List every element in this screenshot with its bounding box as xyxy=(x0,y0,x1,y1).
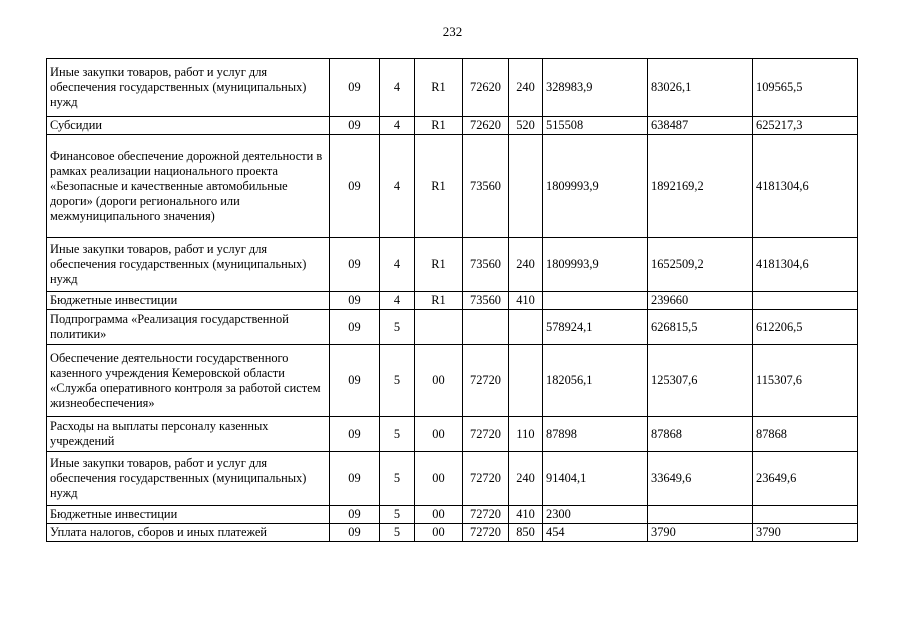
item-code-cell: 72620 xyxy=(463,59,509,117)
amount-year3-cell: 23649,6 xyxy=(753,452,858,506)
item-code-cell xyxy=(463,310,509,345)
item-code-cell: 72720 xyxy=(463,524,509,542)
amount-year1-cell: 1809993,9 xyxy=(543,238,648,292)
amount-year1-cell: 182056,1 xyxy=(543,345,648,417)
amount-year3-cell xyxy=(753,506,858,524)
program-code-cell: 5 xyxy=(380,345,415,417)
program-code-cell: 5 xyxy=(380,524,415,542)
amount-year2-cell: 87868 xyxy=(648,417,753,452)
direction-code-cell: 00 xyxy=(415,345,463,417)
row-name-cell: Обеспечение деятельности государственного казенного учреждения Кемеровской области «Служба оперативного контроля за работой систем жизнеобеспечения» xyxy=(47,345,330,417)
row-name-cell: Уплата налогов, сборов и иных платежей xyxy=(47,524,330,542)
item-code-cell: 73560 xyxy=(463,238,509,292)
amount-year1-cell: 1809993,9 xyxy=(543,135,648,238)
expense-type-cell: 240 xyxy=(509,452,543,506)
amount-year3-cell: 87868 xyxy=(753,417,858,452)
item-code-cell: 72720 xyxy=(463,452,509,506)
program-code-cell: 4 xyxy=(380,135,415,238)
table-row xyxy=(47,452,858,506)
section-code-cell: 09 xyxy=(330,59,380,117)
amount-year1-cell: 578924,1 xyxy=(543,310,648,345)
expense-type-cell: 240 xyxy=(509,59,543,117)
item-code-cell: 72720 xyxy=(463,345,509,417)
program-code-cell: 4 xyxy=(380,238,415,292)
direction-code-cell: R1 xyxy=(415,117,463,135)
amount-year2-cell: 638487 xyxy=(648,117,753,135)
amount-year1-cell xyxy=(543,292,648,310)
table-row xyxy=(47,117,858,135)
row-name-cell: Бюджетные инвестиции xyxy=(47,506,330,524)
amount-year2-cell: 1892169,2 xyxy=(648,135,753,238)
amount-year3-cell: 109565,5 xyxy=(753,59,858,117)
expense-type-cell xyxy=(509,135,543,238)
program-code-cell: 5 xyxy=(380,417,415,452)
row-name-cell: Расходы на выплаты персоналу казенных учреждений xyxy=(47,417,330,452)
table-row xyxy=(47,59,858,117)
expense-type-cell xyxy=(509,310,543,345)
section-code-cell: 09 xyxy=(330,524,380,542)
table-row xyxy=(47,238,858,292)
amount-year2-cell: 33649,6 xyxy=(648,452,753,506)
amount-year2-cell: 125307,6 xyxy=(648,345,753,417)
budget-table xyxy=(46,58,858,542)
item-code-cell: 73560 xyxy=(463,292,509,310)
expense-type-cell: 110 xyxy=(509,417,543,452)
direction-code-cell: 00 xyxy=(415,506,463,524)
table-row xyxy=(47,135,858,238)
amount-year1-cell: 515508 xyxy=(543,117,648,135)
row-name-cell: Иные закупки товаров, работ и услуг для обеспечения государственных (муниципальных) нужд xyxy=(47,238,330,292)
item-code-cell: 72620 xyxy=(463,117,509,135)
amount-year1-cell: 2300 xyxy=(543,506,648,524)
row-name-cell: Бюджетные инвестиции xyxy=(47,292,330,310)
table-row xyxy=(47,524,858,542)
expense-type-cell: 850 xyxy=(509,524,543,542)
item-code-cell: 72720 xyxy=(463,417,509,452)
row-name-cell: Финансовое обеспечение дорожной деятельности в рамках реализации национального проекта «Безопасные и качественные автомобильные дороги» (дороги регионального или межмуниципального значения) xyxy=(47,135,330,238)
amount-year3-cell: 115307,6 xyxy=(753,345,858,417)
amount-year1-cell: 91404,1 xyxy=(543,452,648,506)
direction-code-cell: 00 xyxy=(415,452,463,506)
direction-code-cell: R1 xyxy=(415,238,463,292)
amount-year2-cell: 1652509,2 xyxy=(648,238,753,292)
section-code-cell: 09 xyxy=(330,135,380,238)
row-name-cell: Иные закупки товаров, работ и услуг для обеспечения государственных (муниципальных) нужд xyxy=(47,452,330,506)
direction-code-cell xyxy=(415,310,463,345)
amount-year2-cell xyxy=(648,506,753,524)
amount-year3-cell: 625217,3 xyxy=(753,117,858,135)
amount-year3-cell: 4181304,6 xyxy=(753,135,858,238)
amount-year2-cell: 83026,1 xyxy=(648,59,753,117)
amount-year3-cell: 3790 xyxy=(753,524,858,542)
section-code-cell: 09 xyxy=(330,238,380,292)
amount-year3-cell xyxy=(753,292,858,310)
section-code-cell: 09 xyxy=(330,417,380,452)
amount-year3-cell: 612206,5 xyxy=(753,310,858,345)
table-row xyxy=(47,292,858,310)
section-code-cell: 09 xyxy=(330,345,380,417)
expense-type-cell xyxy=(509,345,543,417)
direction-code-cell: R1 xyxy=(415,135,463,238)
expense-type-cell: 410 xyxy=(509,292,543,310)
table-row xyxy=(47,310,858,345)
expense-type-cell: 410 xyxy=(509,506,543,524)
expense-type-cell: 240 xyxy=(509,238,543,292)
program-code-cell: 5 xyxy=(380,452,415,506)
program-code-cell: 4 xyxy=(380,59,415,117)
row-name-cell: Субсидии xyxy=(47,117,330,135)
row-name-cell: Иные закупки товаров, работ и услуг для обеспечения государственных (муниципальных) нужд xyxy=(47,59,330,117)
amount-year1-cell: 328983,9 xyxy=(543,59,648,117)
item-code-cell: 73560 xyxy=(463,135,509,238)
program-code-cell: 5 xyxy=(380,506,415,524)
section-code-cell: 09 xyxy=(330,310,380,345)
table-row xyxy=(47,417,858,452)
table-row xyxy=(47,345,858,417)
section-code-cell: 09 xyxy=(330,117,380,135)
program-code-cell: 4 xyxy=(380,292,415,310)
row-name-cell: Подпрограмма «Реализация государственной политики» xyxy=(47,310,330,345)
amount-year1-cell: 454 xyxy=(543,524,648,542)
program-code-cell: 5 xyxy=(380,310,415,345)
direction-code-cell: 00 xyxy=(415,417,463,452)
expense-type-cell: 520 xyxy=(509,117,543,135)
section-code-cell: 09 xyxy=(330,506,380,524)
amount-year2-cell: 239660 xyxy=(648,292,753,310)
direction-code-cell: 00 xyxy=(415,524,463,542)
budget-table-body xyxy=(47,59,858,542)
direction-code-cell: R1 xyxy=(415,59,463,117)
table-row xyxy=(47,506,858,524)
amount-year2-cell: 3790 xyxy=(648,524,753,542)
item-code-cell: 72720 xyxy=(463,506,509,524)
section-code-cell: 09 xyxy=(330,452,380,506)
amount-year1-cell: 87898 xyxy=(543,417,648,452)
page-number: 232 xyxy=(442,24,463,39)
amount-year3-cell: 4181304,6 xyxy=(753,238,858,292)
amount-year2-cell: 626815,5 xyxy=(648,310,753,345)
direction-code-cell: R1 xyxy=(415,292,463,310)
program-code-cell: 4 xyxy=(380,117,415,135)
section-code-cell: 09 xyxy=(330,292,380,310)
